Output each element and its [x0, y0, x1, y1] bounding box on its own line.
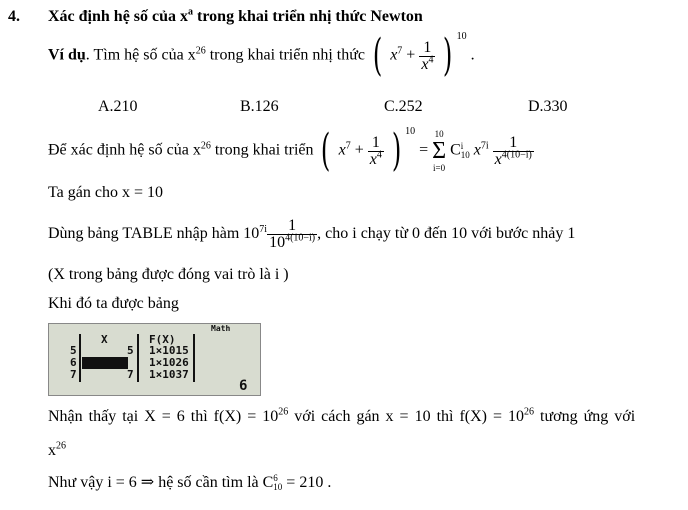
calc-header-f: F(X) [149, 333, 176, 346]
equals-sign: = [419, 141, 429, 159]
calc-row-index: 5 [70, 344, 77, 357]
power: 10 [456, 31, 467, 43]
fraction-2: $\frac{1}{x^4}$ [369, 133, 382, 168]
heading-text: Xác định hệ số của x [48, 8, 189, 25]
step2-text: Ta gán cho [48, 184, 118, 201]
calc-bottom-value: 6 [239, 378, 248, 394]
step5-line: Khi đó ta được bảng [48, 295, 179, 312]
fraction-denominator: $x^4$ [421, 54, 434, 73]
calc-selected-row [82, 357, 128, 369]
section-heading [48, 8, 423, 26]
calc-row-f: 1×1015 [149, 344, 189, 357]
step3-tail: , cho i chạy từ 0 đến 10 với bước nhảy 1 [317, 225, 576, 243]
left-paren-2: ( [321, 125, 331, 176]
step2-line [48, 184, 163, 202]
left-paren: ( [372, 30, 383, 81]
calc-divider-mid [137, 334, 139, 382]
choice-d: D.330 [528, 98, 568, 115]
example-period: . [470, 46, 475, 64]
x7: x [390, 46, 398, 64]
right-paren-2: ) [391, 125, 402, 176]
section-number: 4. [8, 8, 20, 25]
step1-tail: trong khai triển [214, 141, 314, 159]
binomial-coefficient: C [450, 141, 461, 159]
calc-row-index: 6 [70, 356, 77, 369]
heading-sup: a [188, 6, 194, 18]
conclusion-line: Như vậy i = 6 ⇒ hệ số cần tìm là C 6 10 = 210 . [48, 473, 332, 493]
x7-sup: 7 [397, 45, 403, 57]
step1-text: Để xác định hệ số của x [48, 141, 201, 159]
step1-line: Để xác định hệ số của $x^{26}$ trong khai triển ( $x^7$ + $\frac{1}{x^4}$ ) $^{10}$ = 10 Σ i=0 C i 10 $x^{7i}$ $\frac{1}{x^{4(10-i)}}$ [48, 125, 532, 176]
calc-header-x: X [101, 333, 108, 346]
calc-row-index: 7 [70, 368, 77, 381]
example-tail: trong khai triển nhị thức [209, 46, 366, 64]
step6-line: Nhận thấy tại X = 6 thì $f(X) = 10^{26}$ với cách gán x = 10 thì $f(X) = 10^{26}$ tương ứng với [48, 406, 636, 425]
sigma-symbol: 10 Σ i=0 [432, 129, 447, 173]
calc-mode: Math [211, 324, 231, 333]
calc-divider-left [79, 334, 81, 382]
choice-b: B.126 [240, 98, 279, 115]
fraction [419, 40, 435, 73]
calc-row-x: 5 [127, 344, 134, 357]
plus-sign: + [406, 46, 416, 64]
example-label: Ví dụ [48, 46, 86, 64]
choice-a: A.210 [98, 98, 138, 115]
calc-row-f: 1×1026 [149, 356, 189, 369]
example-text: . Tìm hệ số của x [85, 46, 196, 64]
step4-line: (X trong bảng được đóng vai trò là i ) [48, 266, 289, 283]
right-paren: ) [443, 30, 453, 81]
calc-row-x: 7 [127, 368, 134, 381]
step3-text: Dùng bảng TABLE nhập hàm [48, 225, 240, 243]
step6-line2: $x^{26}$ [48, 440, 66, 459]
step2-expr: x = 10 [121, 184, 163, 201]
calc-row-f: 1×1037 [149, 368, 189, 381]
example-sup: 26 [195, 45, 206, 57]
fraction-numerator: 1 [419, 40, 435, 57]
example-line [48, 30, 475, 81]
step1-sup: 26 [200, 140, 211, 152]
calc-divider-right [193, 334, 195, 382]
choice-c: C.252 [384, 98, 423, 115]
step3-line: Dùng bảng TABLE nhập hàm $10^{7i}$ $\frac{1}{10^{4(10-i)}}$ , cho i chạy từ 0 đến 10 với bước nhảy 1 [48, 217, 576, 251]
heading-tail: trong khai triển nhị thức Newton [197, 8, 423, 25]
fraction-3: $\frac{1}{x^{4(10-i)}}$ [494, 133, 532, 168]
fraction-4: $\frac{1}{10^{4(10-i)}}$ [269, 217, 316, 251]
calculator-screen [48, 323, 261, 396]
